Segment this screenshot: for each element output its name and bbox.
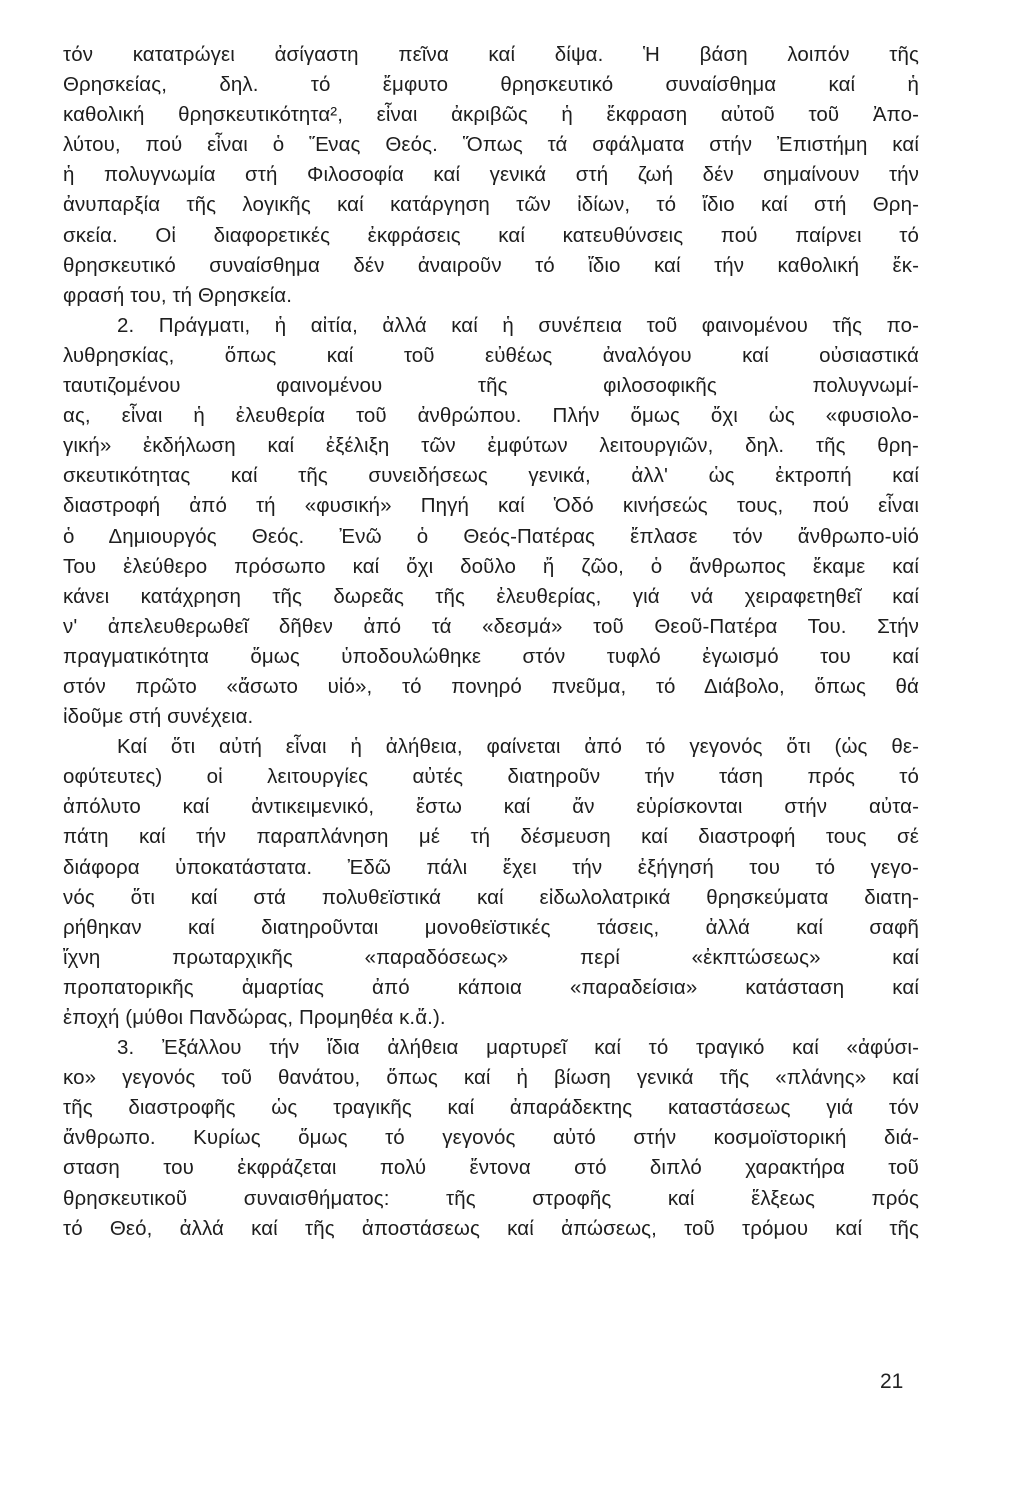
text-line: σκεία. Οἱ διαφορετικές ἐκφράσεις καί κατευθύνσεις πού παίρνει τό: [63, 223, 919, 247]
text-line: ἄνθρωπο. Κυρίως ὅμως τό γεγονός αὐτό στήν κοσμοϊστορική διά-: [63, 1126, 919, 1150]
text-line: Θρησκείας, δηλ. τό ἔμφυτο θρησκευτικό συναίσθημα καί ἡ: [63, 73, 919, 97]
text-line: νός ὅτι καί στά πολυθεϊστικά καί εἰδωλολατρικά θρησκεύματα διατη-: [63, 885, 919, 909]
text-line: Του ἐλεύθερο πρόσωπο καί ὄχι δοῦλο ἤ ζῶο, ὁ ἄνθρωπος ἔκαμε καί: [63, 554, 919, 578]
text-line: ἴχνη πρωταρχικῆς «παραδόσεως» περί «ἐκπτώσεως» καί: [63, 945, 919, 969]
text-line: προπατορικῆς ἁμαρτίας ἀπό κάποια «παραδείσια» κατάσταση καί: [63, 975, 919, 999]
text-line: τῆς διαστροφῆς ὡς τραγικῆς καί ἀπαράδεκτης καταστάσεως γιά τόν: [63, 1096, 919, 1120]
text-line: σταση του ἐκφράζεται πολύ ἔντονα στό διπλό χαρακτήρα τοῦ: [63, 1156, 919, 1180]
text-line: ἀπόλυτο καί ἀντικειμενικό, ἔστω καί ἄν εὑρίσκονται στήν αὐτα-: [63, 795, 919, 819]
text-line: 3. Ἐξάλλου τήν ἴδια ἀλήθεια μαρτυρεῖ καί τό τραγικό καί «ἀφύσι-: [117, 1036, 919, 1060]
text-line: ταυτιζομένου φαινομένου τῆς φιλοσοφικῆς πολυγνωμί-: [63, 374, 919, 398]
text-line: διαστροφή ἀπό τή «φυσική» Πηγή καί Ὁδό κινήσεώς τους, πού εἶναι: [63, 494, 919, 518]
text-line: τό Θεό, ἀλλά καί τῆς ἀποστάσεως καί ἀπώσεως, τοῦ τρόμου καί τῆς: [63, 1216, 919, 1240]
text-line: θρησκευτικό συναίσθημα δέν ἀναιροῦν τό ἴδιο καί τήν καθολική ἔκ-: [63, 253, 919, 277]
text-line: διάφορα ὑποκατάστατα. Ἐδῶ πάλι ἔχει τήν ἐξήγησή του τό γεγο-: [63, 855, 919, 879]
text-line: λύτου, πού εἶναι ὁ Ἕνας Θεός. Ὅπως τά σφάλματα στήν Ἐπιστήμη καί: [63, 133, 919, 157]
text-line: κο» γεγονός τοῦ θανάτου, ὅπως καί ἡ βίωση γενικά τῆς «πλάνης» καί: [63, 1066, 919, 1090]
text-line: πραγματικότητα ὅμως ὑποδουλώθηκε στόν τυφλό ἐγωισμό του καί: [63, 644, 919, 668]
text-line: Καί ὅτι αὐτή εἶναι ἡ ἀλήθεια, φαίνεται ἀπό τό γεγονός ὅτι (ὡς θε-: [117, 735, 919, 759]
text-line: τόν κατατρώγει ἀσίγαστη πεῖνα καί δίψα. Ἡ βάση λοιπόν τῆς: [63, 43, 919, 66]
text-line: ας, εἶναι ἡ ἐλευθερία τοῦ ἀνθρώπου. Πλήν ὅμως ὄχι ὡς «φυσιολο-: [63, 404, 919, 428]
text-line: στόν πρῶτο «ἄσωτο υἱό», τό πονηρό πνεῦμα, τό Διάβολο, ὅπως θά: [63, 674, 919, 698]
text-line: γική» ἐκδήλωση καί ἐξέλιξη τῶν ἐμφύτων λειτουργιῶν, δηλ. τῆς θρη-: [63, 434, 919, 458]
text-line: λυθρησκίας, ὅπως καί τοῦ εὐθέως ἀναλόγου καί οὐσιαστικά: [63, 343, 919, 367]
text-line: ἰδοῦμε στή συνέχεια.: [63, 705, 254, 729]
text-line: 2. Πράγματι, ἡ αἰτία, ἀλλά καί ἡ συνέπεια τοῦ φαινομένου τῆς πο-: [117, 313, 919, 337]
text-line: ν' ἀπελευθερωθεῖ δῆθεν ἀπό τά «δεσμά» τοῦ Θεοῦ-Πατέρα Του. Στήν: [63, 614, 919, 638]
text-line: οφύτευτες) οἱ λειτουργίες αὐτές διατηροῦν τήν τάση πρός τό: [63, 765, 919, 789]
page-body: [63, 40, 919, 1244]
text-line: θρησκευτικοῦ συναισθήματος: τῆς στροφῆς καί ἕλξεως πρός: [63, 1186, 919, 1210]
text-line: ἡ πολυγνωμία στή Φιλοσοφία καί γενικά στή ζωή δέν σημαίνουν τήν: [63, 163, 919, 187]
text-line: ἐποχή (μύθοι Πανδώρας, Προμηθέα κ.ἄ.).: [63, 1006, 446, 1029]
page-number: 21: [880, 1370, 904, 1393]
text-line: ἀνυπαρξία τῆς λογικῆς καί κατάργηση τῶν ἰδίων, τό ἴδιο καί στή Θρη-: [63, 193, 919, 217]
text-line: ρήθηκαν καί διατηροῦνται μονοθεϊστικές τάσεις, ἀλλά καί σαφῆ: [63, 915, 919, 939]
text-line: σκευτικότητας καί τῆς συνειδήσεως γενικά, ἀλλ' ὡς ἐκτροπή καί: [63, 464, 919, 488]
text-line: φρασή του, τή Θρησκεία.: [63, 283, 293, 307]
text-line: πάτη καί τήν παραπλάνηση μέ τή δέσμευση καί διαστροφή τους σέ: [63, 825, 919, 849]
text-line: ὁ Δημιουργός Θεός. Ἐνῶ ὁ Θεός-Πατέρας ἔπλασε τόν ἄνθρωπο-υἱό: [63, 524, 919, 548]
text-line: καθολική θρησκευτικότητα², εἶναι ἀκριβῶς ἡ ἔκφραση αὐτοῦ τοῦ Ἀπο-: [63, 103, 919, 127]
text-line: κάνει κατάχρηση τῆς δωρεᾶς τῆς ἐλευθερίας, γιά νά χειραφετηθεῖ καί: [63, 584, 919, 608]
